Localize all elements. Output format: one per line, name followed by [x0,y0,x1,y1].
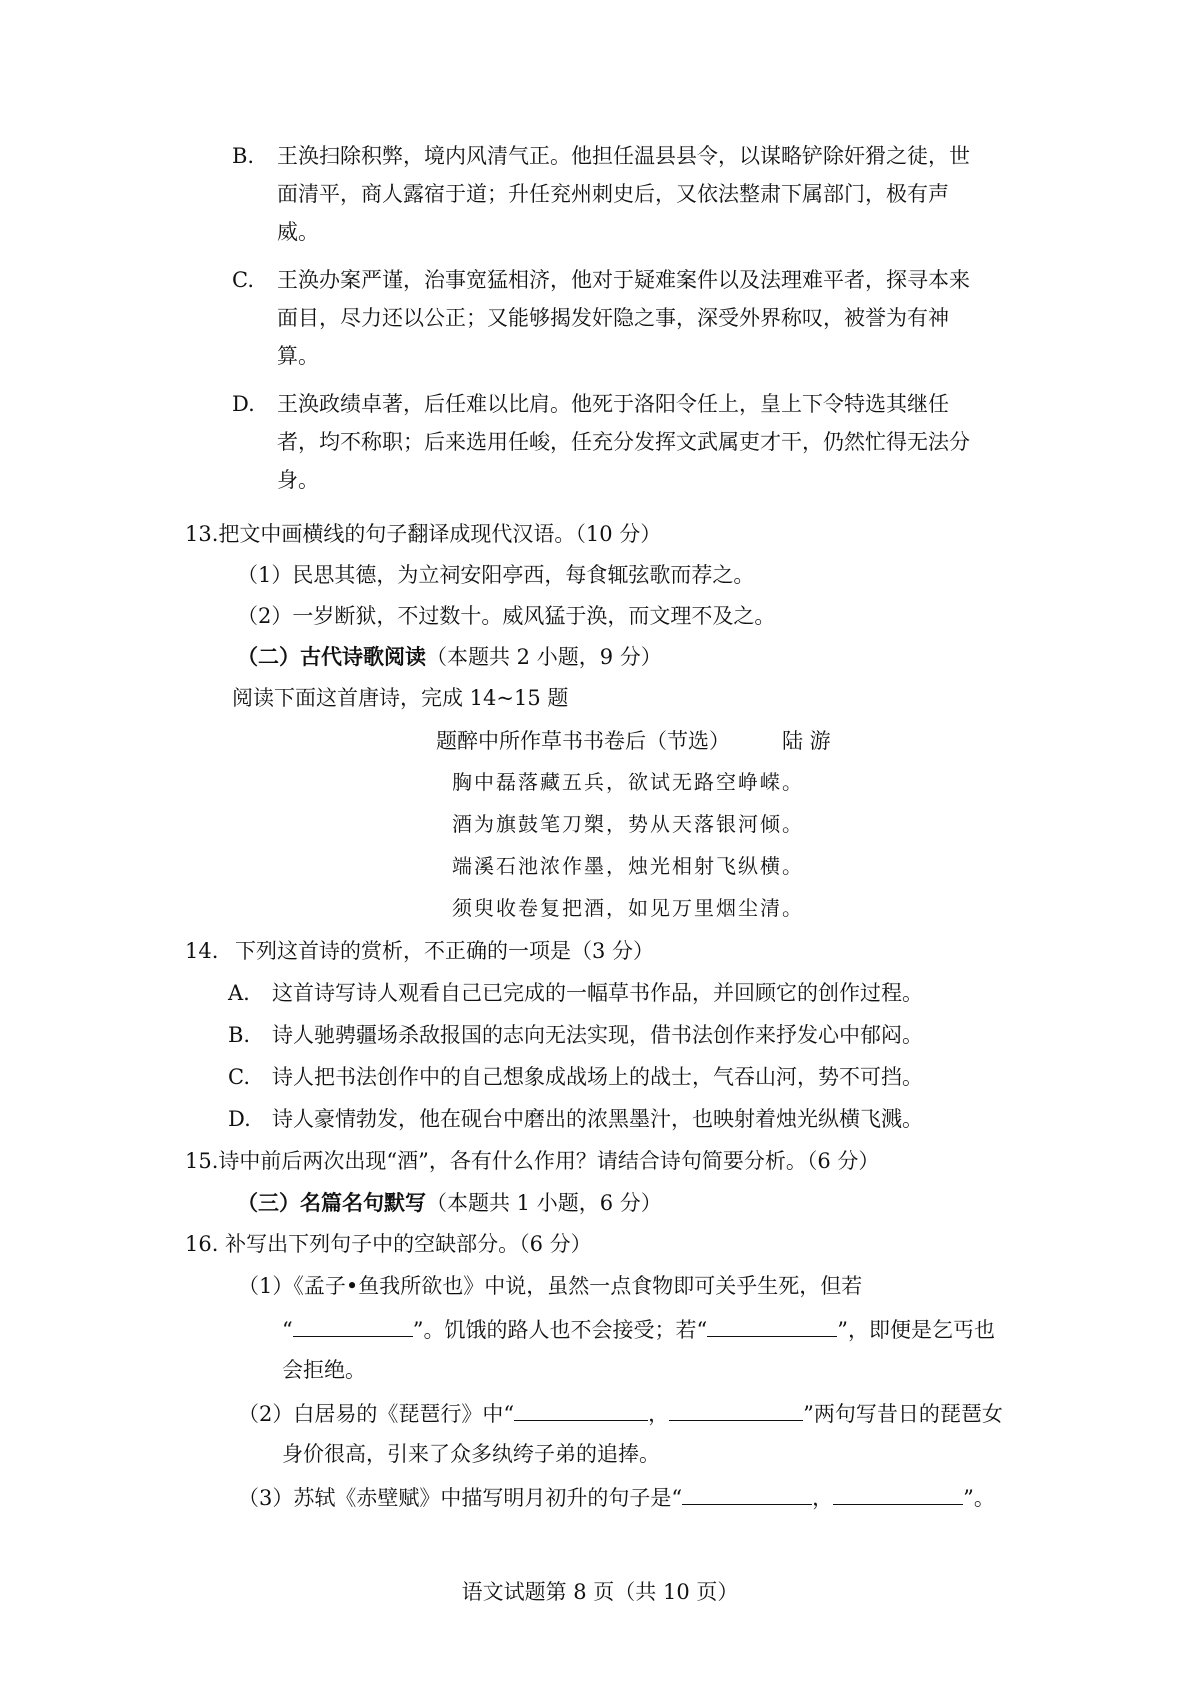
text: ”。 [963,1486,995,1510]
section2-intro: 阅读下面这首唐诗，完成 14~15 题 [232,686,569,710]
option-line: 王涣办案严谨，治事宽猛相济，他对于疑难案件以及法理难平者，探寻本来 [277,268,970,292]
text: ”两句写昔日的琵琶女 [803,1402,1003,1426]
section-heading-bold: （三）名篇名句默写 [237,1190,426,1215]
option-line: 面清平，商人露宿于道；升任兖州刺史后，又依法整肃下属部门，极有声 [277,182,949,206]
poem-title: 题醉中所作草书书卷后（节选） [436,729,730,753]
section-heading-rest: （本题共 1 小题，6 分） [426,1191,662,1215]
text: （2）白居易的《琵琶行》中“ [238,1402,515,1426]
text: （3）苏轼《赤壁赋》中描写明月初升的句子是“ [238,1486,683,1510]
q14-option-label: B. [228,1023,251,1047]
answer-blank[interactable] [669,1398,803,1421]
poem-line: 酒为旗鼓笔刀槊，势从天落银河倾。 [452,812,804,836]
q16-item3-line1 [238,1482,995,1512]
q16-title: 16. 补写出下列句子中的空缺部分。（6 分） [185,1232,592,1256]
option-line: 者，均不称职；后来选用任峻，任充分发挥文武属吏才干，仍然忙得无法分 [277,430,970,454]
section3-heading [237,1189,662,1217]
q16-item2-line1 [238,1398,1003,1428]
option-line: 算。 [277,344,319,368]
q14-option-text: 诗人驰骋疆场杀敌报国的志向无法实现，借书法创作来抒发心中郁闷。 [272,1023,923,1047]
q15-text: 15.诗中前后两次出现“酒”，各有什么作用？请结合诗句简要分析。（6 分） [185,1149,880,1173]
poem-author: 陆 游 [782,729,831,753]
option-label: D. [232,392,255,416]
poem-line: 胸中磊落藏五兵，欲试无路空峥嵘。 [452,770,804,794]
option-line: 王涣政绩卓著，后任难以比肩。他死于洛阳令任上，皇上下令特选其继任 [277,392,949,416]
answer-blank[interactable] [514,1398,648,1421]
q16-item1-line3: 会拒绝。 [282,1358,366,1382]
section-heading-bold: （二）古代诗歌阅读 [237,644,426,669]
q13-item-2: （2）一岁断狱，不过数十。威风猛于涣，而文理不及之。 [237,604,776,628]
answer-blank[interactable] [833,1482,963,1505]
q14-stem: 下列这首诗的赏析，不正确的一项是（3 分） [235,939,655,963]
section-heading-rest: （本题共 2 小题，9 分） [426,645,662,669]
text: ”。饥饿的路人也不会接受；若“ [412,1318,708,1342]
q14-option-label: A. [228,981,250,1005]
q14-option-label: D. [228,1107,251,1131]
poem-line: 须臾收卷复把酒，如见万里烟尘清。 [452,896,804,920]
poem-line: 端溪石池浓作墨，烛光相射飞纵横。 [452,854,804,878]
q14-option-text: 诗人把书法创作中的自己想象成战场上的战士，气吞山河，势不可挡。 [272,1065,923,1089]
q14-option-text: 诗人豪情勃发，他在砚台中磨出的浓黑墨汁，也映射着烛光纵横飞溅。 [272,1107,923,1131]
answer-blank[interactable] [707,1314,837,1337]
answer-blank[interactable] [293,1314,413,1337]
q14-option-label: C. [228,1065,250,1089]
option-line: 面目，尽力还以公正；又能够揭发奸隐之事，深受外界称叹，被誉为有神 [277,306,949,330]
q13-title: 13.把文中画横线的句子翻译成现代汉语。（10 分） [185,522,662,546]
option-line: 威。 [277,220,319,244]
page-footer: 语文试题第 8 页（共 10 页） [461,1580,739,1604]
q16-item1-line1: （1）《孟子•鱼我所欲也》中说，虽然一点食物即可关乎生死，但若 [238,1274,863,1298]
text: ， [812,1486,834,1510]
option-line: 身。 [277,468,319,492]
q16-item2-line2: 身价很高，引来了众多纨绔子弟的追捧。 [282,1442,660,1466]
option-label: C. [232,268,254,292]
text: ， [648,1402,670,1426]
answer-blank[interactable] [682,1482,812,1505]
q13-item-1: （1）民思其德，为立祠安阳亭西，每食辄弦歌而荐之。 [237,563,755,587]
option-label: B. [232,144,255,168]
option-line: 王涣扫除积弊，境内风清气正。他担任温县县令，以谋略铲除奸猾之徒，世 [277,144,970,168]
q14-number: 14. [185,939,219,963]
text: “ [282,1318,293,1342]
q16-item1-line2 [282,1314,995,1344]
q14-option-text: 这首诗写诗人观看自己已完成的一幅草书作品，并回顾它的创作过程。 [272,981,923,1005]
text: ”，即便是乞丐也 [837,1318,995,1342]
section2-heading [237,643,662,671]
